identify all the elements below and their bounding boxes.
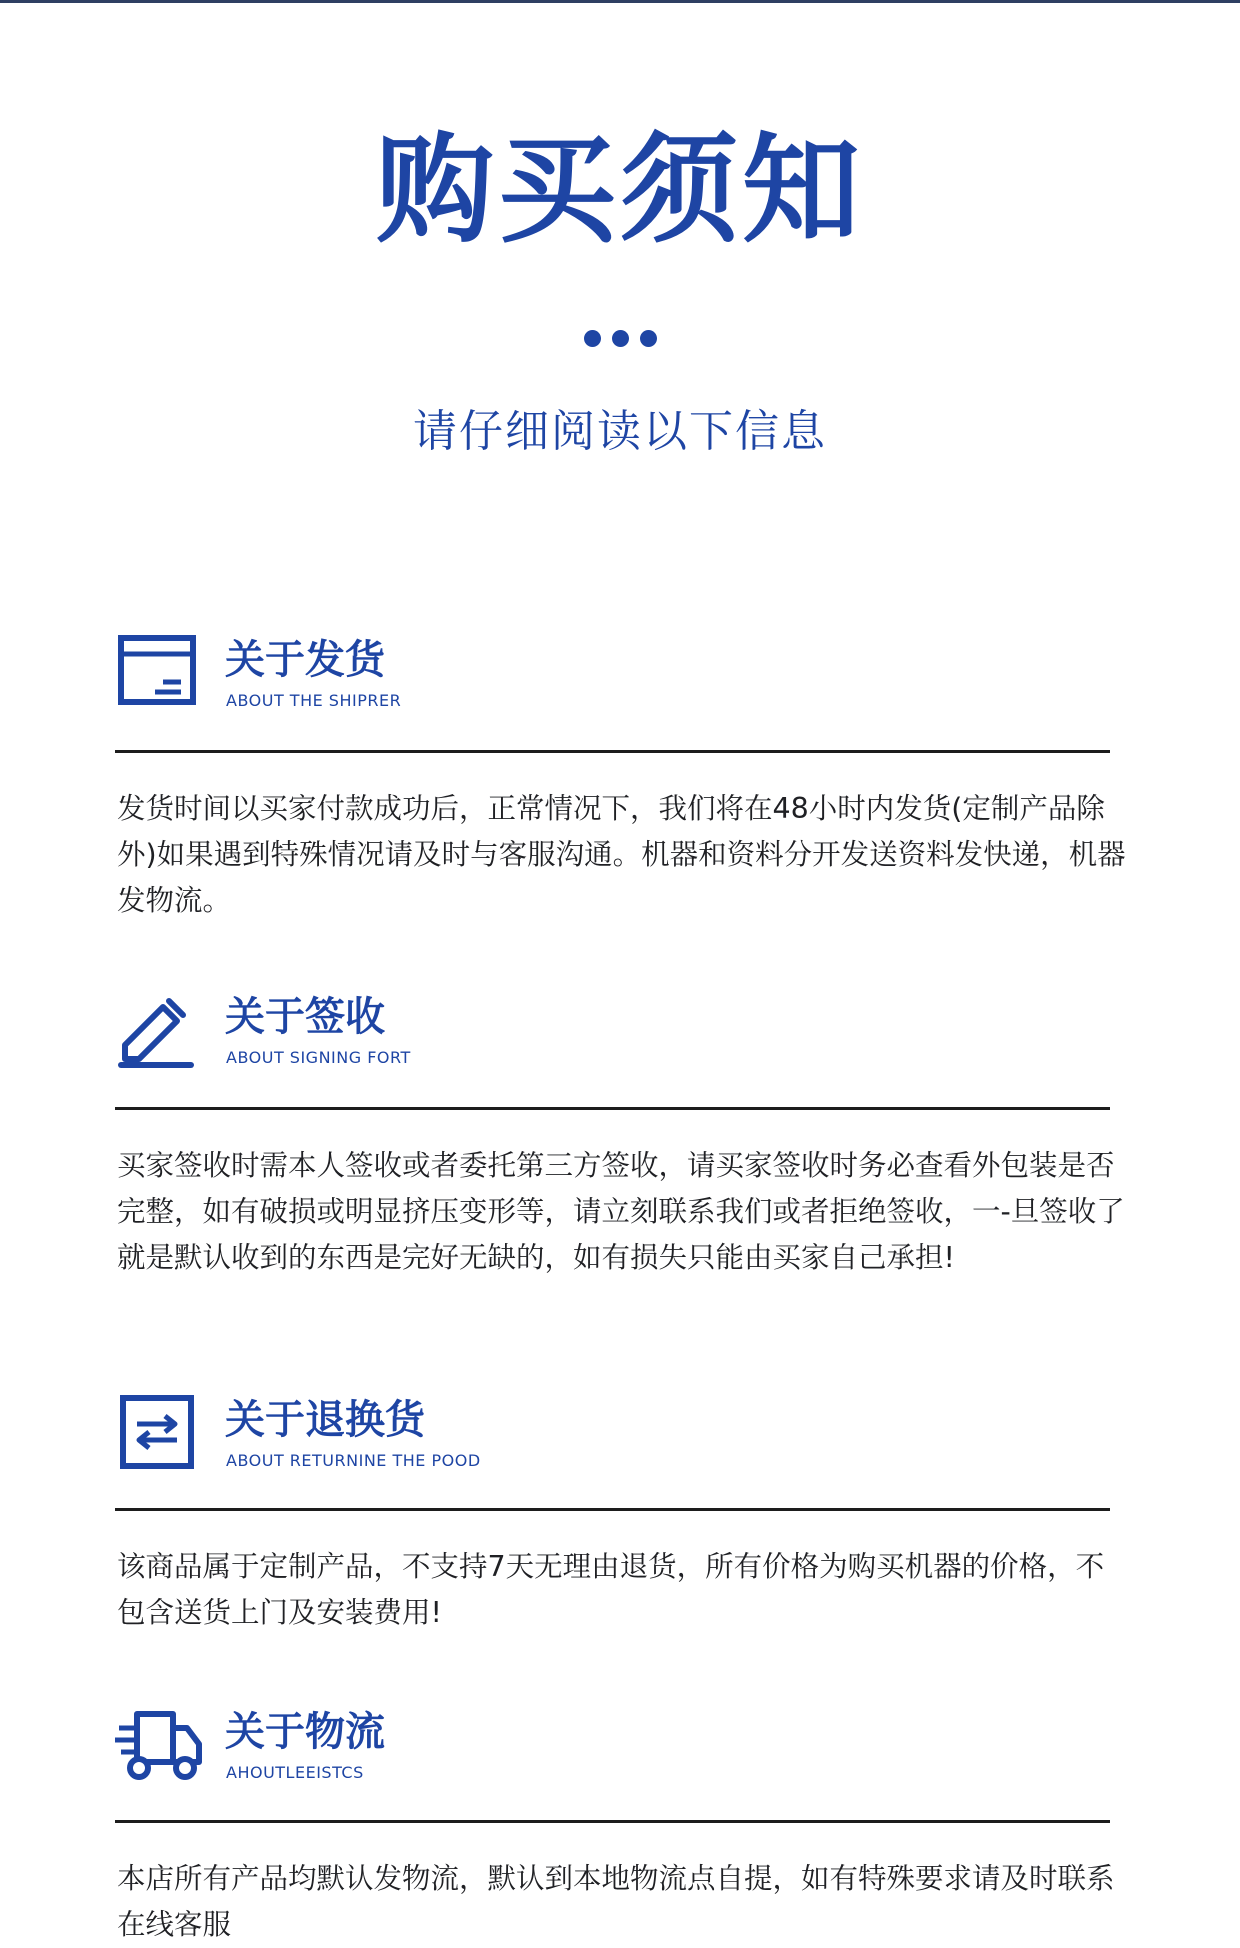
page-title: 购买须知 — [375, 121, 864, 259]
dot — [584, 330, 601, 347]
section-title: 关于物流 — [225, 1709, 385, 1755]
truck-icon — [115, 1700, 201, 1786]
dot — [612, 330, 629, 347]
title-dots — [0, 330, 1240, 347]
section-subtitle-en: ABOUT THE SHIPRER — [226, 691, 402, 710]
section-header — [115, 628, 1125, 738]
section-subtitle-en: AHOUTLEEISTCS — [226, 1763, 364, 1782]
exchange-icon — [115, 1388, 201, 1474]
section-header — [115, 1388, 1125, 1498]
page-subtitle: 请仔细阅读以下信息 — [413, 406, 827, 457]
section-logistics — [115, 1700, 1125, 1941]
section-subtitle-en: ABOUT SIGNING FORT — [226, 1048, 411, 1067]
section-body: 发货时间以买家付款成功后，正常情况下，我们将在48小时内发货(定制产品除外)如果遇到特殊情况请及时与客服沟通。机器和资料分开发送资料发快递，机器发物流。 — [117, 792, 1126, 917]
section-body: 该商品属于定制产品，不支持7天无理由退货，所有价格为购买机器的价格，不包含送货上门及安装费用! — [117, 1550, 1105, 1629]
section-divider — [115, 750, 1110, 753]
top-border — [0, 0, 1240, 3]
section-divider — [115, 1820, 1110, 1823]
section-divider — [115, 1107, 1110, 1110]
section-title: 关于签收 — [225, 994, 385, 1040]
box-icon — [115, 628, 201, 714]
section-shipping — [115, 628, 1125, 928]
section-header — [115, 985, 1125, 1095]
section-body: 本店所有产品均默认发物流，默认到本地物流点自提，如有特殊要求请及时联系在线客服 — [117, 1862, 1115, 1941]
section-body: 买家签收时需本人签收或者委托第三方签收，请买家签收时务必查看外包装是否完整，如有破损或明显挤压变形等，请立刻联系我们或者拒绝签收，一-旦签收了就是默认收到的东西是完好无缺的，如有损失只能由买家自己承担! — [117, 1149, 1125, 1274]
section-divider — [115, 1508, 1110, 1511]
section-title: 关于退换货 — [225, 1397, 425, 1443]
section-header — [115, 1700, 1125, 1810]
section-title: 关于发货 — [225, 637, 385, 683]
section-subtitle-en: ABOUT RETURNINE THE POOD — [226, 1451, 481, 1470]
dot — [640, 330, 657, 347]
section-returns — [115, 1388, 1125, 1668]
pencil-icon — [115, 985, 201, 1071]
section-signing — [115, 985, 1125, 1345]
